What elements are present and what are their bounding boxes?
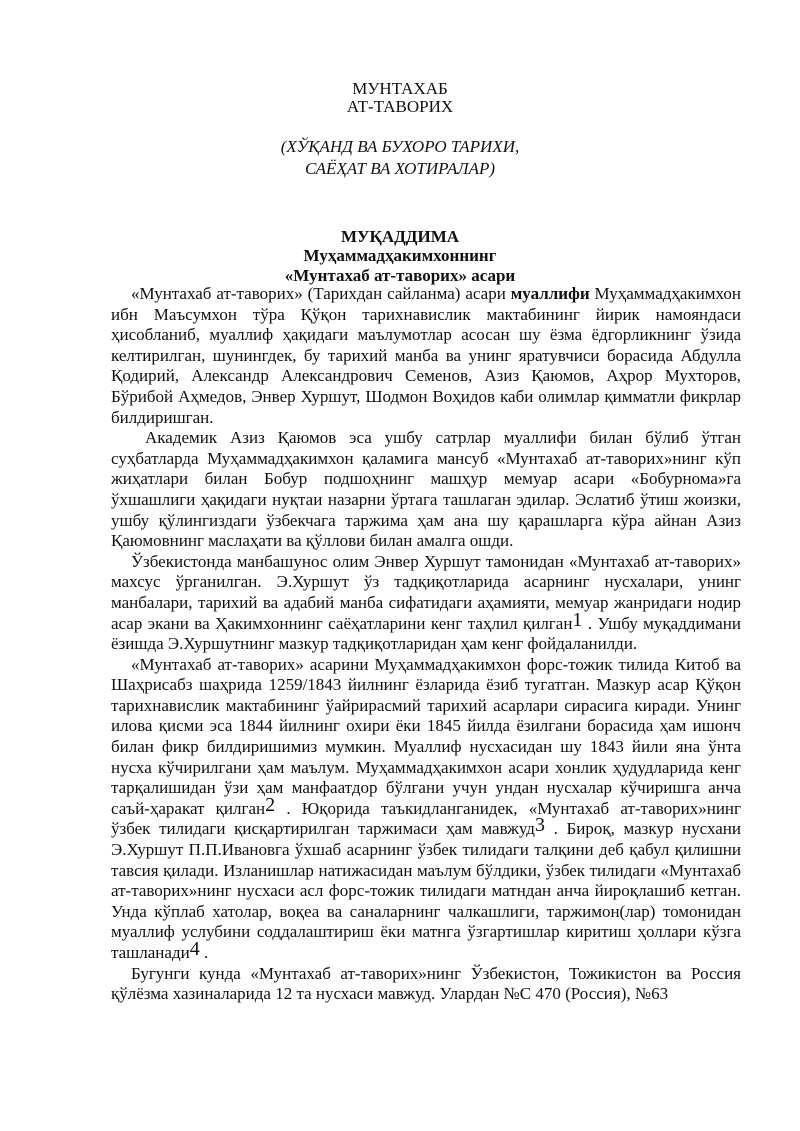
title-line-2: АТ-ТАВОРИХ xyxy=(346,97,454,116)
paragraph-2: Академик Азиз Қаюмов эса ушбу сатрлар муаллифи билан бўлиб ўтган суҳбатларда Муҳаммадҳакимхон қаламига мансуб «Мунтахаб ат-таворих»нинг кўп жиҳатлари билан Бобур подшоҳнинг машҳур мемуар асари «Бобурнома»га ўхшашлиги ҳақидаги нуқтаи назарни ўртага ташлаган эдилар. Эслатиб ўтиш жоизки, ушбу қўлингиздаги ўзбекчага таржима ҳам ана шу қарашларга кўра айнан Азиз Қаюмовнинг маслаҳати ва қўллови билан амалга ошди. xyxy=(111,428,741,551)
paragraph-3-text-b: . Ушбу муқаддимани ёзишда Э.Хуршутнинг мазкур тадқиқотларидан ҳам кенг фойдаланилди. xyxy=(111,613,741,654)
paragraph-4-text-b: . Юқорида таъкидланганидек, «Мунтахаб ат-таворих»нинг ўзбек тилидаги қисқартирилган таржимаси ҳам мавжуд xyxy=(111,798,741,839)
paragraph-3 xyxy=(111,552,741,655)
paragraph-5: Бугунги кунда «Мунтахаб ат-таворих»нинг Ўзбекистон, Тожикистон ва Россия қўлёзма хазиналарида 12 та нусхаси мавжуд. Улардан №С 470 (Россия), №63 xyxy=(111,963,741,1004)
footnote-ref-1[interactable]: 1 xyxy=(572,608,583,631)
paragraph-1-bold: муаллифи xyxy=(510,284,590,303)
footnote-ref-3[interactable]: 3 xyxy=(534,814,545,837)
paragraph-4-text-a: «Мунтахаб ат-таворих» асарини Муҳаммадҳакимхон форс-тожик тилида Китоб ва Шаҳрисабз шаҳрида 1259/1843 йилнинг ёзларида ёзиб тугатган. Мазкур асар Қўқон тарихнавислик мактабининг ўайрирасмий тарихий асарлари сирасига киради. Унинг илова қисми эса 1844 йилнинг охири ёки 1845 йилда ёзилгани борасида ҳам ишонч билан фикр билдиришимиз мумкин. Муаллиф нусхасидан шу 1843 йили яна ўнта нусха кўчирилгани ҳам маълум. Муҳаммадҳакимхон асари хонлик ҳудудларида кенг тарқалишидан ўзи ҳам манфаатдор бўлгани учун ундан нусхалар кўчиришга анча саъй-ҳаракат қилган xyxy=(111,654,741,818)
subtitle-line-2: САЁҲАТ ВА ХОТИРАЛАР) xyxy=(304,159,496,178)
section-subheading-2: «Мунтахаб ат-таворих» асари xyxy=(284,266,516,285)
paragraph-1 xyxy=(111,284,741,428)
section-heading: МУҚАДДИМА xyxy=(340,227,460,246)
title-line-1: МУНТАХАБ xyxy=(352,79,448,98)
paragraph-4-text-d: . xyxy=(199,943,209,962)
paragraph-4 xyxy=(111,655,741,964)
paragraph-1-text-a: «Мунтахаб ат-таворих» (Тарихдан сайланма) асари xyxy=(131,284,511,303)
paragraph-4-text-c: . Бироқ, мазкур нусхани Э.Хуршут П.П.Ивановга ўхшаб асарнинг ўзбек тилидаги талқини деб қабул қилишни тавсия қилади. Изланишлар натижасидан маълум бўлдики, ўзбек тилидаги «Мунтахаб ат-таворих»нинг нусхаси асл форс-тожик тилидаги матндан анча йироқлашиб кетган. Унда кўплаб хатолар, воқеа ва саналарнинг чалкашлиги, таржимон(лар) томонидан муаллиф услубини соддалаштириш ёки матнга ўзгартишлар киритиш ҳоллари кўзга ташланади xyxy=(111,819,741,962)
body-text xyxy=(111,284,741,1005)
subtitle-line-1: (ХЎҚАНД ВА БУХОРО ТАРИХИ, xyxy=(280,137,520,156)
paragraph-3-text-a: Ўзбекистонда манбашунос олим Энвер Хуршут тамонидан «Мунтахаб ат-таворих» махсус ўрганилган. Э.Хуршут ўз тадқиқотларида асарнинг нусхалари, унинг манбалари, тарихий ва адабий манба сифатидаги аҳамияти, мемуар жанридаги нодир асар экани ва Ҳакимхоннинг саёҳатларини кенг таҳлил қилган xyxy=(111,551,741,633)
paragraph-1-text-b: Муҳаммадҳакимхон ибн Маъсумхон тўра Қўқон тарихнавислик мактабининг йирик намояндаси ҳисобланиб, муаллиф ҳақидаги маълумотлар асосан шу ёзма ёдгорликнинг ўзида келтирилган, шунингдек, бу тарихий манба ва унинг яратувчиси борасида Абдулла Қодирий, Александр Александрович Семенов, Азиз Қаюмов, Аҳрор Мухторов, Бўрибой Аҳмедов, Энвер Хуршут, Шодмон Воҳидов каби олимлар қимматли фикрлар билдиришган. xyxy=(111,284,741,427)
section-subheading-1: Муҳаммадҳакимхоннинг xyxy=(303,246,497,265)
footnote-ref-4[interactable]: 4 xyxy=(189,938,200,960)
footnote-ref-2[interactable]: 2 xyxy=(265,793,276,816)
